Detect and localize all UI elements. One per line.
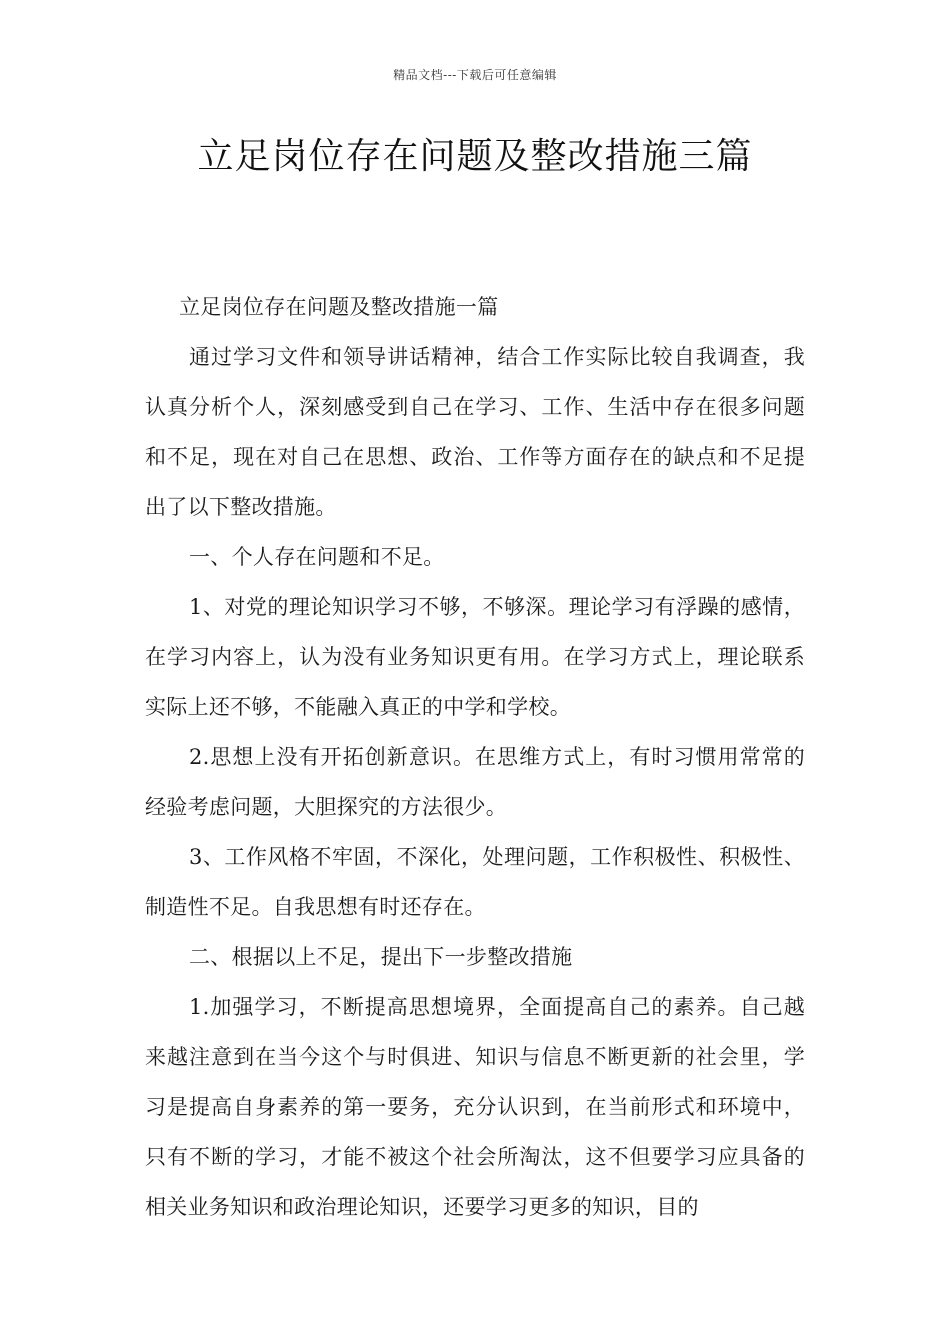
- document-body: [145, 282, 805, 1232]
- paragraph: 2.思想上没有开拓创新意识。在思维方式上，有时习惯用常常的经验考虑问题，大胆探究的方法很少。: [145, 745, 805, 819]
- paragraph: 通过学习文件和领导讲话精神，结合工作实际比较自我调查，我认真分析个人，深刻感受到自己在学习、工作、生活中存在很多问题和不足，现在对自己在思想、政治、工作等方面存在的缺点和不足提出了以下整改措施。: [145, 345, 805, 519]
- section-heading: 立足岗位存在问题及整改措施一篇: [179, 295, 499, 319]
- paragraph: 1、对党的理论知识学习不够，不够深。理论学习有浮躁的感情，在学习内容上，认为没有业务知识更有用。在学习方式上，理论联系实际上还不够，不能融入真正的中学和学校。: [145, 595, 805, 719]
- document-title: 立足岗位存在问题及整改措施三篇: [197, 136, 753, 177]
- paragraph: 一、个人存在问题和不足。: [189, 545, 445, 569]
- paragraph: 1.加强学习，不断提高思想境界，全面提高自己的素养。自己越来越注意到在当今这个与时俱进、知识与信息不断更新的社会里，学习是提高自身素养的第一要务，充分认识到，在当前形式和环境中，只有不断的学习，才能不被这个社会所淘汰，这不但要学习应具备的相关业务知识和政治理论知识，还要学习更多的知识，目的: [145, 995, 805, 1219]
- paragraph: 二、根据以上不足，提出下一步整改措施: [189, 945, 573, 969]
- paragraph: 3、工作风格不牢固，不深化，处理问题，工作积极性、积极性、制造性不足。自我思想有时还存在。: [145, 845, 805, 919]
- header-note: 精品文档---下载后可任意编辑: [393, 68, 557, 82]
